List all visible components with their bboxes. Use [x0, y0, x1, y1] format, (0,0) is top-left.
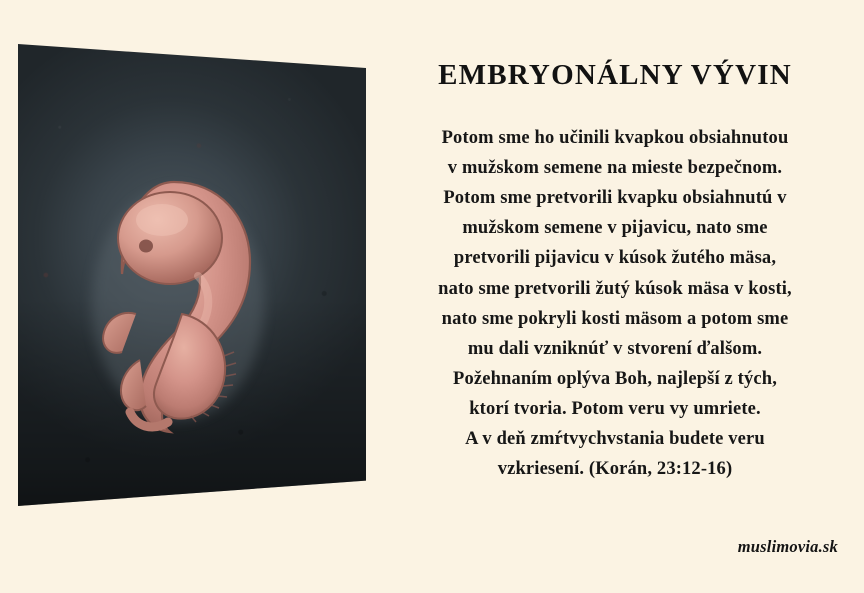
page-title: EMBRYONÁLNY VÝVIN: [438, 59, 792, 91]
verse-line: Požehnaním oplýva Boh, najlepší z tých,: [453, 368, 777, 389]
verse-line: nato sme pretvorili žutý kúsok mäsa v kosti,: [438, 278, 792, 299]
site-watermark: muslimovia.sk: [737, 537, 838, 556]
embryo-illustration: [78, 164, 288, 444]
verse-line: mužskom semene v pijavicu, nato sme: [462, 218, 768, 239]
verse-line: nato sme pokryli kosti mäsom a potom sme: [441, 308, 789, 329]
artwork-panel: [18, 44, 366, 506]
text-column: [380, 40, 850, 484]
verse-line: A v deň zmŕtvychvstania budete veru: [465, 429, 765, 450]
verse-line: vzkriesení. (Korán, 23:12-16): [497, 459, 733, 480]
verse-line: Potom sme pretvorili kvapku obsiahnutú v: [443, 188, 787, 209]
verse-line: ktorí tvoria. Potom veru vy umriete.: [469, 399, 761, 420]
verse-line: pretvorili pijavicu v kúsok žutého mäsa,: [453, 248, 777, 269]
verse-line: v mužskom semene na mieste bezpečnom.: [447, 157, 783, 178]
verse-line: mu dali vzniknúť v stvorení ďalšom.: [467, 338, 763, 359]
verse-line: Potom sme ho učinili kvapkou obsiahnutou: [441, 127, 789, 148]
quran-verse: [380, 123, 850, 485]
